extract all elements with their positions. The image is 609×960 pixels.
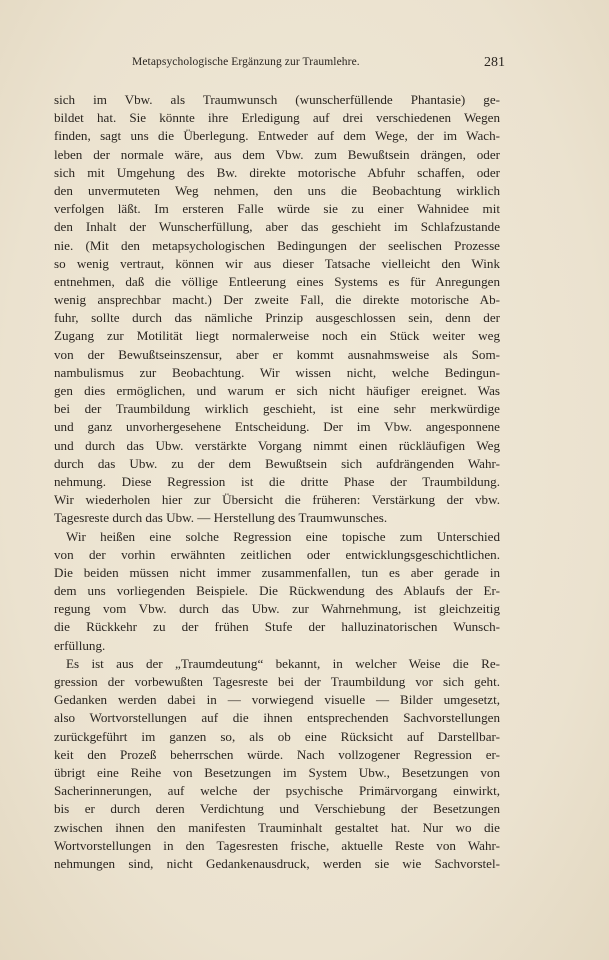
text-line: gression der vorbewußten Tagesreste bei der Traumbildung vor sich geht.: [54, 674, 500, 689]
text-line: durch das Ubw. zu der dem Bewußtsein sich aufdrängenden Wahr-: [54, 455, 500, 471]
text-line: Tagesreste durch das Ubw. — Herstellung des Traumwunsches.: [54, 510, 388, 526]
text-line: leben der normale wäre, aus dem Vbw. zum Bewußtsein drängen, oder: [54, 146, 500, 162]
text-line: Sacherinnerungen, auf welche der psychische Primärvorgang einwirkt,: [54, 783, 500, 799]
text-line: bis er durch deren Verdichtung und Verschiebung der Besetzungen: [54, 801, 500, 817]
text-line: so wenig vertraut, können wir aus dieser Tatsache vielleicht den Wink: [54, 255, 500, 271]
text-line: und durch das Ubw. verstärkte Vorgang nimmt einen rückläufigen Weg: [54, 437, 500, 453]
text-line: Es ist aus der „Traumdeutung“ bekannt, in welcher Weise die Re-: [66, 655, 500, 671]
page-number: 281: [484, 55, 505, 70]
text-line: gen dies ermöglichen, und warum er sich nicht häufiger ereignet. Was: [54, 383, 500, 398]
text-line: den unvermuteten Weg nehmen, den uns die Beobachtung wirklich: [54, 182, 500, 198]
text-line: fuhr, sollte durch das nämliche Prinzip ausgeschlossen sein, denn der: [54, 310, 500, 326]
text-line: von der Bewußtseinszensur, aber er kommt ausnahmsweise als Som-: [54, 346, 500, 362]
text-line: nehmungen sind, nicht Gedankenausdruck, werden sie wie Sachvorstel-: [54, 855, 500, 871]
text-line: verfolgen läßt. Im ersteren Falle würde sie zu einer Wahnidee mit: [54, 201, 500, 217]
text-line: übrigt eine Reihe von Besetzungen im System Ubw., Besetzungen von: [54, 764, 500, 780]
text-line: nie. (Mit den metapsychologischen Bedingungen der seelischen Prozesse: [54, 237, 500, 253]
text-line: entnehmen, daß die völlige Entleerung eines Systems es für Anregungen: [54, 273, 500, 289]
text-line: bei der Traumbildung wirklich geschieht, ist eine sehr merkwürdige: [54, 401, 500, 417]
text-line: von der vorhin erwähnten zeitlichen oder entwicklungsgeschichtlichen.: [54, 546, 500, 562]
running-head: Metapsychologische Ergänzung zur Traumlehre.: [132, 56, 360, 68]
text-line: sich mit Umgehung des Bw. direkte motorische Abfuhr schaffen, oder: [54, 164, 500, 180]
text-line: bildet hat. Sie könnte ihre Erledigung auf drei verschiedenen Wegen: [54, 110, 500, 126]
text-line: Wir wiederholen hier zur Übersicht die früheren: Verstärkung der vbw.: [54, 492, 500, 508]
text-line: sich im Vbw. als Traumwunsch (wunscherfüllende Phantasie) ge-: [54, 92, 500, 107]
text-line: also Wortvorstellungen auf die ihnen entsprechenden Sachvorstellungen: [54, 710, 500, 726]
text-line: Zugang zur Motilität liegt normalerweise noch ein Stück weiter weg: [54, 328, 500, 344]
text-line: Wortvorstellungen in den Tagesresten frische, aktuelle Reste von Wahr-: [54, 837, 500, 853]
text-line: die Rückkehr zu der frühen Stufe der halluzinatorischen Wunsch-: [54, 619, 500, 635]
text-line: wenig ansprechbar macht.) Der zweite Fall, die direkte motorische Ab-: [54, 292, 500, 308]
text-line: nehmung. Diese Regression ist die dritte Phase der Traumbildung.: [54, 473, 500, 489]
text-line: finden, sagt uns die Überlegung. Entweder auf dem Wege, der im Wach-: [54, 128, 500, 144]
text-line: zwischen ihnen den manifesten Trauminhalt gestaltet hat. Nur wo die: [54, 819, 500, 835]
text-line: keit den Prozeß beherrschen würde. Nach vollzogener Regression er-: [54, 746, 500, 762]
text-line: und ganz unvorhergesehene Entscheidung. Der im Vbw. angesponnene: [54, 419, 500, 435]
text-line: den Inhalt der Wunscherfüllung, aber das geschieht im Schlafzustande: [54, 219, 500, 235]
text-line: dem uns vorliegenden Beispiele. Die Rückwendung des Ablaufs der Er-: [54, 583, 500, 599]
text-line: erfüllung.: [54, 637, 106, 653]
body-text: [54, 91, 500, 873]
text-line: zurückgeführt im ganzen so, als ob eine Rücksicht auf Darstellbar-: [54, 728, 500, 744]
text-line: Die beiden müssen nicht immer zusammenfallen, tun es aber gerade in: [54, 564, 500, 580]
text-line: nambulismus zur Beobachtung. Wir wissen nicht, welche Bedingun-: [54, 364, 500, 380]
text-line: regung vom Vbw. durch das Ubw. zur Wahrnehmung, ist gleichzeitig: [54, 601, 500, 617]
text-line: Wir heißen eine solche Regression eine topische zum Unterschied: [66, 528, 500, 544]
text-line: Gedanken werden dabei in — vorwiegend visuelle — Bilder umgesetzt,: [54, 692, 500, 708]
